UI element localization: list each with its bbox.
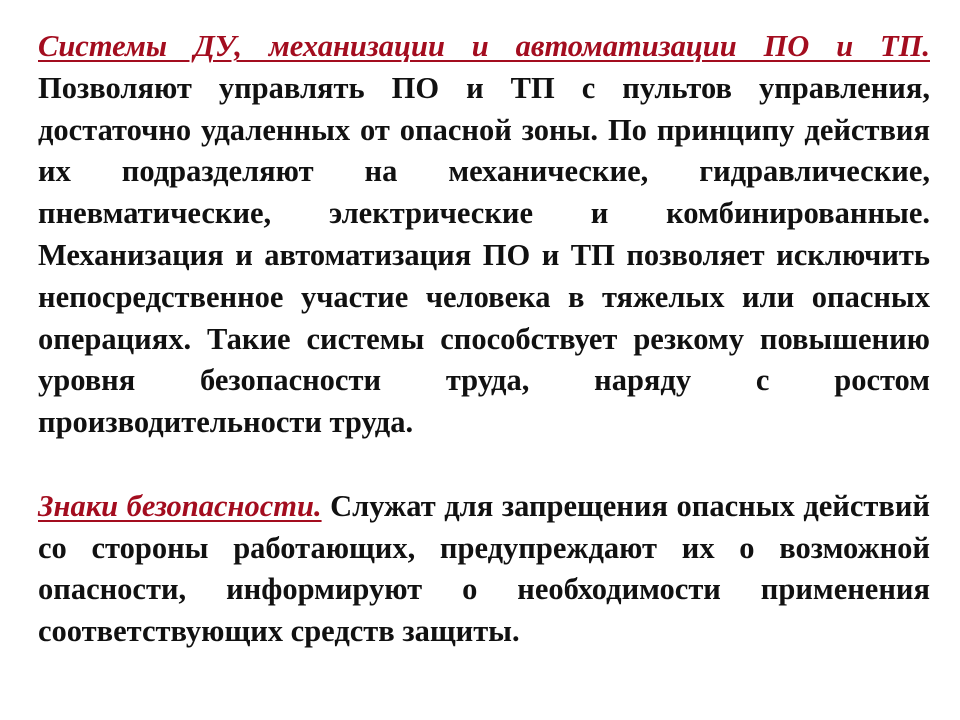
paragraph-control-systems xyxy=(38,26,930,444)
paragraph-safety-signs xyxy=(38,486,930,653)
body-control-systems: Позволяют управлять ПО и ТП с пультов управления, достаточно удаленных от опасной зоны. По принципу действия их подразделяют на механические, гидравлические, пневматические, электрические и комбинированные. Механизация и автоматизация ПО и ТП позволяет исключить непосредственное участие человека в тяжелых или опасных операциях. Такие системы способствует резкому повышению уровня безопасности труда, наряду с ростом производительности труда. xyxy=(38,70,930,440)
body-safety-signs: Служат для запрещения опасных действий со стороны работающих, предупреждают их о возможной опасности, информируют о необходимости применения соответствующих средств защиты. xyxy=(38,488,931,649)
heading-control-systems: Системы ДУ, механизации и автоматизации ПО и ТП. xyxy=(38,29,930,63)
heading-safety-signs: Знаки безопасности. xyxy=(38,488,322,523)
slide-content xyxy=(38,26,930,653)
